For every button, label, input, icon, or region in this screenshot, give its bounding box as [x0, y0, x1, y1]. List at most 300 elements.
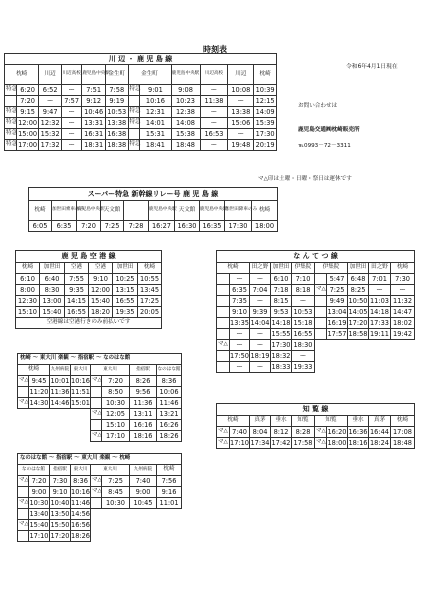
table-cell: 17:00: [18, 140, 38, 149]
table-cell: 16:26: [157, 420, 182, 431]
table-row: [217, 285, 415, 296]
table-cell: 9:10: [230, 307, 250, 318]
table-cell: 5:47: [327, 274, 348, 285]
table-cell: 14:30: [29, 398, 49, 407]
table-cell: 枕崎: [16, 263, 40, 274]
phone-number: ℡0993－72－3311: [298, 143, 351, 149]
table-cell: 加世田: [271, 263, 292, 274]
table-cell: 枕崎: [391, 263, 415, 274]
table-cell: 14:56: [71, 509, 91, 518]
table-cell: 東大川: [71, 365, 91, 376]
table-row: [5, 129, 277, 140]
table-cell: 14:46: [50, 398, 70, 407]
table-cell: 15:01: [71, 398, 91, 407]
table-cell: [217, 351, 230, 362]
table-cell: ー: [369, 285, 391, 296]
table-cell: 15:31: [140, 129, 171, 140]
table-cell: ー: [200, 85, 228, 96]
table-cell: [217, 329, 230, 340]
table-row: [18, 431, 182, 442]
table-cell: 9:19: [105, 96, 128, 107]
table-cell: 12:00: [18, 118, 38, 127]
table-row: [217, 438, 415, 449]
table-cell: 17:30: [255, 129, 275, 138]
table-cell: [5, 96, 17, 107]
table-cell: 10:16: [140, 96, 171, 107]
table-cell: [91, 498, 102, 509]
table-cell: 9:00: [29, 487, 50, 498]
table-cell: 16:35: [200, 221, 225, 232]
table-row: [18, 509, 182, 520]
table-cell: 11:20: [29, 387, 49, 396]
table-cell: 12:38: [171, 107, 200, 118]
table-cell: 15:18: [293, 318, 313, 327]
table-cell: [91, 387, 102, 398]
table-cell: マ△: [217, 438, 230, 449]
table-cell: 7:35: [230, 296, 250, 307]
table-cell: 15:39: [255, 118, 275, 127]
table-cell: 特急: [5, 107, 17, 118]
table-cell: 6:52: [39, 85, 62, 96]
table-cell: 知覧: [315, 416, 348, 427]
table-cell: ー: [200, 140, 228, 151]
table-cell: 17:57: [327, 329, 347, 338]
table-cell: 10:08: [228, 85, 254, 96]
table-row: [16, 274, 162, 285]
table-cell: 10:50: [348, 296, 368, 305]
table-row: [5, 118, 277, 129]
table-cell: 12:30: [16, 296, 40, 307]
table-row: [18, 387, 182, 398]
table-row: [18, 376, 182, 387]
table-cell: 18:16: [348, 438, 368, 447]
table-cell: 16:30: [175, 221, 200, 232]
table-cell: マ△: [91, 376, 102, 387]
table-cell: 12:31: [140, 107, 171, 118]
table-cell: 11:38: [200, 96, 228, 107]
table-cell: 15:40: [29, 520, 49, 529]
table-cell: ー: [230, 340, 250, 351]
table-row: [29, 221, 278, 232]
table-cell: 空港: [65, 263, 89, 274]
table-cell: 18:00: [252, 221, 278, 232]
table-cell: 13:11: [130, 409, 157, 420]
table-cell: 11:01: [157, 498, 182, 509]
table-cell: 6:10: [271, 274, 292, 285]
table-cell: 田之野: [250, 263, 271, 274]
table-cell: 特急: [5, 140, 17, 151]
table-cell: 17:10: [29, 531, 49, 540]
table-cell: 15:40: [89, 296, 113, 307]
table-cell: 8:12: [271, 427, 292, 438]
table-cell: 16:19: [327, 318, 347, 327]
table-cell: 7:18: [271, 285, 292, 296]
table-cell: 7:28: [124, 221, 149, 232]
table-cell: 空港: [89, 263, 113, 274]
table-cell: 15:50: [50, 520, 70, 529]
table-cell: マ△: [18, 498, 29, 509]
table-cell: 13:21: [157, 409, 182, 420]
table-cell: 10:25: [113, 274, 138, 285]
table-cell: 10:16: [71, 487, 91, 496]
table-cell: 11:46: [157, 398, 182, 409]
table-cell: 10:45: [130, 498, 157, 509]
table-cell: 7:30: [391, 274, 415, 285]
contact-label: お問い合わせは: [298, 103, 338, 109]
table-cell: 鹿児島中央駅: [77, 201, 101, 221]
table-row: [18, 520, 182, 531]
table-cell: 12:05: [102, 409, 130, 420]
table-cell: 7:04: [250, 285, 271, 296]
table-cell: 16:38: [107, 129, 127, 138]
airport-note: 空港線は空港行きのみ前払いです: [16, 318, 162, 329]
table-cell: 19:11: [369, 329, 389, 338]
table-cell: 特急: [5, 118, 17, 129]
table-cell: 15:55: [271, 329, 291, 338]
table-cell: 13:38: [107, 118, 127, 127]
table-cell: 川辺: [39, 65, 62, 85]
table-cell: 18:58: [348, 329, 368, 338]
table-cell: [18, 387, 29, 398]
table-row: [16, 296, 162, 307]
table-cell: ー: [230, 329, 250, 340]
table-cell: 枕崎: [138, 263, 162, 274]
table-row: [217, 307, 415, 318]
table-cell: ー: [61, 118, 81, 129]
table-cell: 15:40: [40, 307, 65, 318]
table-cell: 17:58: [293, 438, 313, 447]
table-cell: 8:50: [102, 387, 130, 398]
table-cell: 枕崎: [252, 201, 278, 221]
table-row: [217, 340, 415, 351]
table-cell: 九州病院: [50, 365, 71, 376]
table-cell: 18:41: [140, 140, 171, 151]
table-cell: 加世田降車のみ: [225, 201, 252, 221]
table-cell: 15:38: [171, 129, 200, 140]
table-cell: 8:04: [250, 427, 271, 438]
table-cell: 7:55: [65, 274, 89, 285]
table-cell: 14:18: [271, 318, 291, 327]
table-cell: 7:20: [16, 96, 39, 107]
table-cell: 真茅: [250, 416, 271, 427]
table-cell: 8:36: [157, 376, 182, 387]
table-cell: 東大川: [91, 465, 130, 476]
table-cell: 7:10: [292, 274, 315, 285]
table-cell: 9:45: [29, 376, 50, 387]
table-cell: 11:46: [71, 498, 91, 507]
table-cell: 8:15: [271, 296, 292, 307]
airport-table: [15, 250, 162, 329]
table-cell: マ△: [91, 487, 102, 498]
table-cell: ー: [391, 285, 415, 296]
table-cell: 16:27: [149, 221, 175, 232]
table-row: [18, 476, 182, 487]
table-cell: 20:05: [138, 307, 162, 318]
table-cell: 18:32: [271, 351, 291, 360]
table-cell: 6:05: [29, 221, 52, 232]
table-cell: [315, 274, 327, 285]
table-cell: 13:15: [113, 285, 138, 296]
table-cell: 17:25: [138, 296, 162, 307]
table-cell: 16:31: [82, 129, 106, 140]
table-cell: 15:32: [40, 129, 60, 138]
table-cell: 7:20: [102, 376, 130, 387]
table-cell: 10:16: [71, 376, 91, 385]
table-cell: 18:48: [391, 438, 415, 449]
table-cell: 7:01: [369, 274, 391, 285]
table-cell: 20:19: [255, 140, 275, 149]
table-cell: [91, 509, 182, 520]
table-cell: 9:12: [82, 96, 106, 107]
table-cell: [217, 318, 230, 329]
table-row: [5, 140, 277, 151]
table-cell: 7:40: [130, 476, 157, 487]
table-cell: 金生町: [105, 65, 128, 85]
table-row: [16, 285, 162, 296]
table-row: [18, 531, 182, 542]
table-cell: マ△: [18, 520, 29, 531]
table-cell: なのはな館: [18, 465, 50, 476]
table-cell: 鹿児島中央駅: [171, 65, 200, 85]
table-cell: 10:53: [293, 307, 313, 316]
table-cell: 9:01: [140, 85, 171, 96]
table-cell: 7:58: [105, 85, 128, 96]
table-cell: なのはな館: [157, 365, 182, 376]
table-cell: 18:33: [271, 362, 291, 371]
table-cell: 19:42: [391, 329, 415, 340]
table-cell: [91, 398, 102, 409]
table-cell: 17:20: [348, 318, 368, 327]
table-cell: 鹿児島中央駅: [82, 65, 106, 85]
table-cell: [124, 201, 149, 221]
table-cell: 13:04: [327, 307, 347, 316]
table-cell: 伊集院: [292, 263, 315, 274]
table-cell: 8:28: [292, 427, 315, 438]
table-cell: 7:30: [50, 476, 71, 487]
table-cell: 16:44: [369, 427, 389, 436]
table-cell: 15:10: [16, 307, 40, 318]
super-express-caption: スーパー特急 新幹線リレー号 鹿 児 島 線: [29, 188, 278, 201]
table-cell: [128, 129, 140, 140]
table-cell: 10:30: [102, 398, 130, 409]
table-cell: 田之野: [369, 263, 391, 274]
table-cell: 10:40: [50, 498, 70, 507]
table-cell: 18:38: [107, 140, 127, 149]
table-cell: ー: [61, 140, 81, 151]
table-cell: 9:15: [16, 107, 39, 118]
table-cell: マ△: [315, 438, 327, 449]
nantetsu-table: [216, 250, 415, 373]
table-cell: 天文館: [175, 201, 200, 221]
table-cell: 枕崎: [5, 65, 39, 85]
table-cell: 10:06: [157, 387, 182, 398]
kawanabe-caption: 川 辺 ・ 鹿 児 島 線: [5, 54, 277, 65]
table-cell: ー: [61, 107, 81, 118]
table-row: [217, 329, 415, 340]
table-cell: マ△: [91, 409, 102, 420]
table-cell: 加世田: [348, 263, 369, 274]
table-cell: ー: [200, 118, 228, 129]
table-cell: 12:15: [255, 96, 275, 105]
table-cell: 7:20: [29, 476, 50, 487]
table-cell: 17:50: [230, 351, 250, 360]
table-cell: 16:36: [348, 427, 368, 436]
table-cell: [217, 296, 230, 307]
table-cell: 枕崎: [29, 201, 52, 221]
table-cell: 17:42: [271, 438, 291, 447]
table-cell: [217, 307, 230, 318]
table-cell: 9:16: [157, 487, 182, 498]
table-row: [18, 420, 182, 431]
table-cell: 13:50: [50, 509, 70, 518]
table-cell: 10:39: [255, 85, 275, 94]
table-cell: マ△: [91, 431, 102, 442]
table-cell: 加世田: [113, 263, 138, 274]
table-cell: 14:01: [140, 118, 171, 129]
table-cell: [315, 329, 327, 340]
ibusuki-inbound-caption: なのはな館 〜 指宿駅 〜 東大川 楽観 〜 枕崎: [18, 454, 182, 465]
table-cell: ー: [228, 129, 254, 140]
table-cell: 10:30: [102, 498, 130, 509]
table-cell: [217, 285, 230, 296]
ibusuki-inbound-table: [17, 453, 182, 542]
table-cell: 9:47: [39, 107, 62, 118]
table-cell: マ△: [217, 340, 230, 351]
table-cell: マ△: [18, 476, 29, 487]
table-cell: 15:06: [228, 118, 254, 129]
table-cell: 指宿駅: [130, 365, 157, 376]
table-cell: 特急: [128, 118, 140, 129]
table-cell: 9:53: [271, 307, 292, 318]
table-cell: [315, 340, 415, 373]
table-cell: 17:30: [271, 340, 291, 349]
page-title: 時刻表: [203, 45, 227, 54]
table-cell: 18:26: [157, 431, 182, 442]
table-cell: 15:00: [18, 129, 38, 138]
table-row: [18, 498, 182, 509]
table-cell: 7:51: [82, 85, 106, 96]
table-cell: 伊集院: [315, 263, 348, 274]
table-row: [16, 307, 162, 318]
table-cell: 18:24: [369, 438, 389, 447]
table-cell: [18, 420, 91, 431]
table-cell: [217, 274, 230, 285]
table-cell: 10:30: [29, 498, 49, 507]
table-cell: 垂水: [348, 416, 369, 427]
table-cell: 17:20: [50, 531, 70, 540]
table-cell: 7:56: [157, 476, 182, 487]
table-cell: 枕崎: [254, 65, 277, 85]
table-cell: 8:26: [130, 376, 157, 387]
table-cell: 7:25: [102, 476, 130, 487]
table-cell: ー: [39, 96, 62, 107]
table-cell: 金生町: [128, 65, 171, 85]
table-cell: 13:31: [82, 118, 106, 129]
table-cell: 18:48: [171, 140, 200, 151]
table-cell: 特急: [128, 85, 140, 96]
table-cell: 6:48: [348, 274, 369, 285]
table-cell: 川辺高校: [61, 65, 81, 85]
table-cell: ー: [250, 296, 271, 307]
table-cell: 7:57: [61, 96, 81, 107]
table-cell: 17:33: [369, 318, 389, 327]
table-cell: 8:36: [71, 476, 91, 487]
table-cell: 九州病院: [130, 465, 157, 476]
table-cell: 11:36: [130, 398, 157, 409]
table-cell: [18, 409, 91, 420]
table-cell: マ△: [315, 285, 327, 296]
table-cell: ー: [250, 329, 271, 340]
ibusuki-outbound-caption: 枕崎 〜 東大川 楽観 〜 指宿駅 〜 なのはな館: [18, 354, 182, 365]
date-label: 令和6年4月1日現在: [346, 64, 398, 70]
table-cell: 13:00: [40, 296, 65, 307]
table-cell: 指宿駅: [50, 465, 71, 476]
table-cell: 16:20: [327, 427, 347, 436]
table-cell: 特急: [5, 129, 17, 140]
table-cell: 枕崎: [391, 416, 415, 427]
table-cell: 18:20: [89, 307, 113, 318]
table-cell: 11:51: [71, 387, 91, 396]
table-cell: 16:55: [113, 296, 138, 307]
table-cell: 19:33: [293, 362, 313, 371]
table-cell: 11:32: [391, 296, 415, 307]
table-cell: 9:35: [65, 285, 89, 296]
table-cell: 14:04: [250, 318, 270, 327]
table-cell: 6:35: [230, 285, 250, 296]
table-cell: 17:10: [102, 431, 130, 442]
table-cell: 8:18: [292, 285, 315, 296]
table-cell: 11:03: [369, 296, 389, 305]
table-cell: マ△: [315, 427, 327, 438]
table-cell: ー: [250, 362, 271, 373]
table-cell: 18:00: [327, 438, 347, 447]
table-cell: 12:32: [40, 118, 60, 127]
table-row: [5, 85, 277, 96]
table-cell: 東大川: [91, 365, 130, 376]
table-row: [217, 274, 415, 285]
nantetsu-caption: な ん て つ 線: [217, 251, 415, 263]
table-cell: 19:35: [113, 307, 138, 318]
table-cell: [217, 362, 230, 373]
table-cell: 14:15: [65, 296, 89, 307]
airport-caption: 鹿 児 島 空 港 線: [16, 251, 162, 263]
table-row: [217, 318, 415, 329]
table-cell: 14:47: [391, 307, 415, 318]
table-cell: 13:45: [138, 285, 162, 296]
table-cell: 18:02: [391, 318, 415, 329]
table-cell: マ△: [18, 398, 29, 409]
table-cell: ー: [61, 129, 81, 140]
table-cell: 14:18: [369, 307, 389, 316]
table-cell: 鹿児島中央駅: [149, 201, 175, 221]
table-cell: [315, 318, 327, 329]
table-cell: 真茅: [369, 416, 391, 427]
table-cell: ー: [250, 340, 271, 351]
table-cell: 6:10: [16, 274, 40, 285]
table-cell: 特急: [128, 107, 140, 118]
table-row: [18, 487, 182, 498]
table-cell: 16:55: [293, 329, 313, 338]
table-row: [5, 96, 277, 107]
table-cell: 16:55: [65, 307, 89, 318]
table-cell: マ△: [217, 427, 230, 438]
table-cell: 東大川: [71, 465, 91, 476]
table-cell: 16:53: [200, 129, 228, 140]
table-cell: 10:01: [50, 376, 70, 385]
table-cell: 18:31: [82, 140, 106, 151]
table-cell: 19:48: [228, 140, 254, 151]
table-cell: 14:08: [171, 118, 200, 129]
